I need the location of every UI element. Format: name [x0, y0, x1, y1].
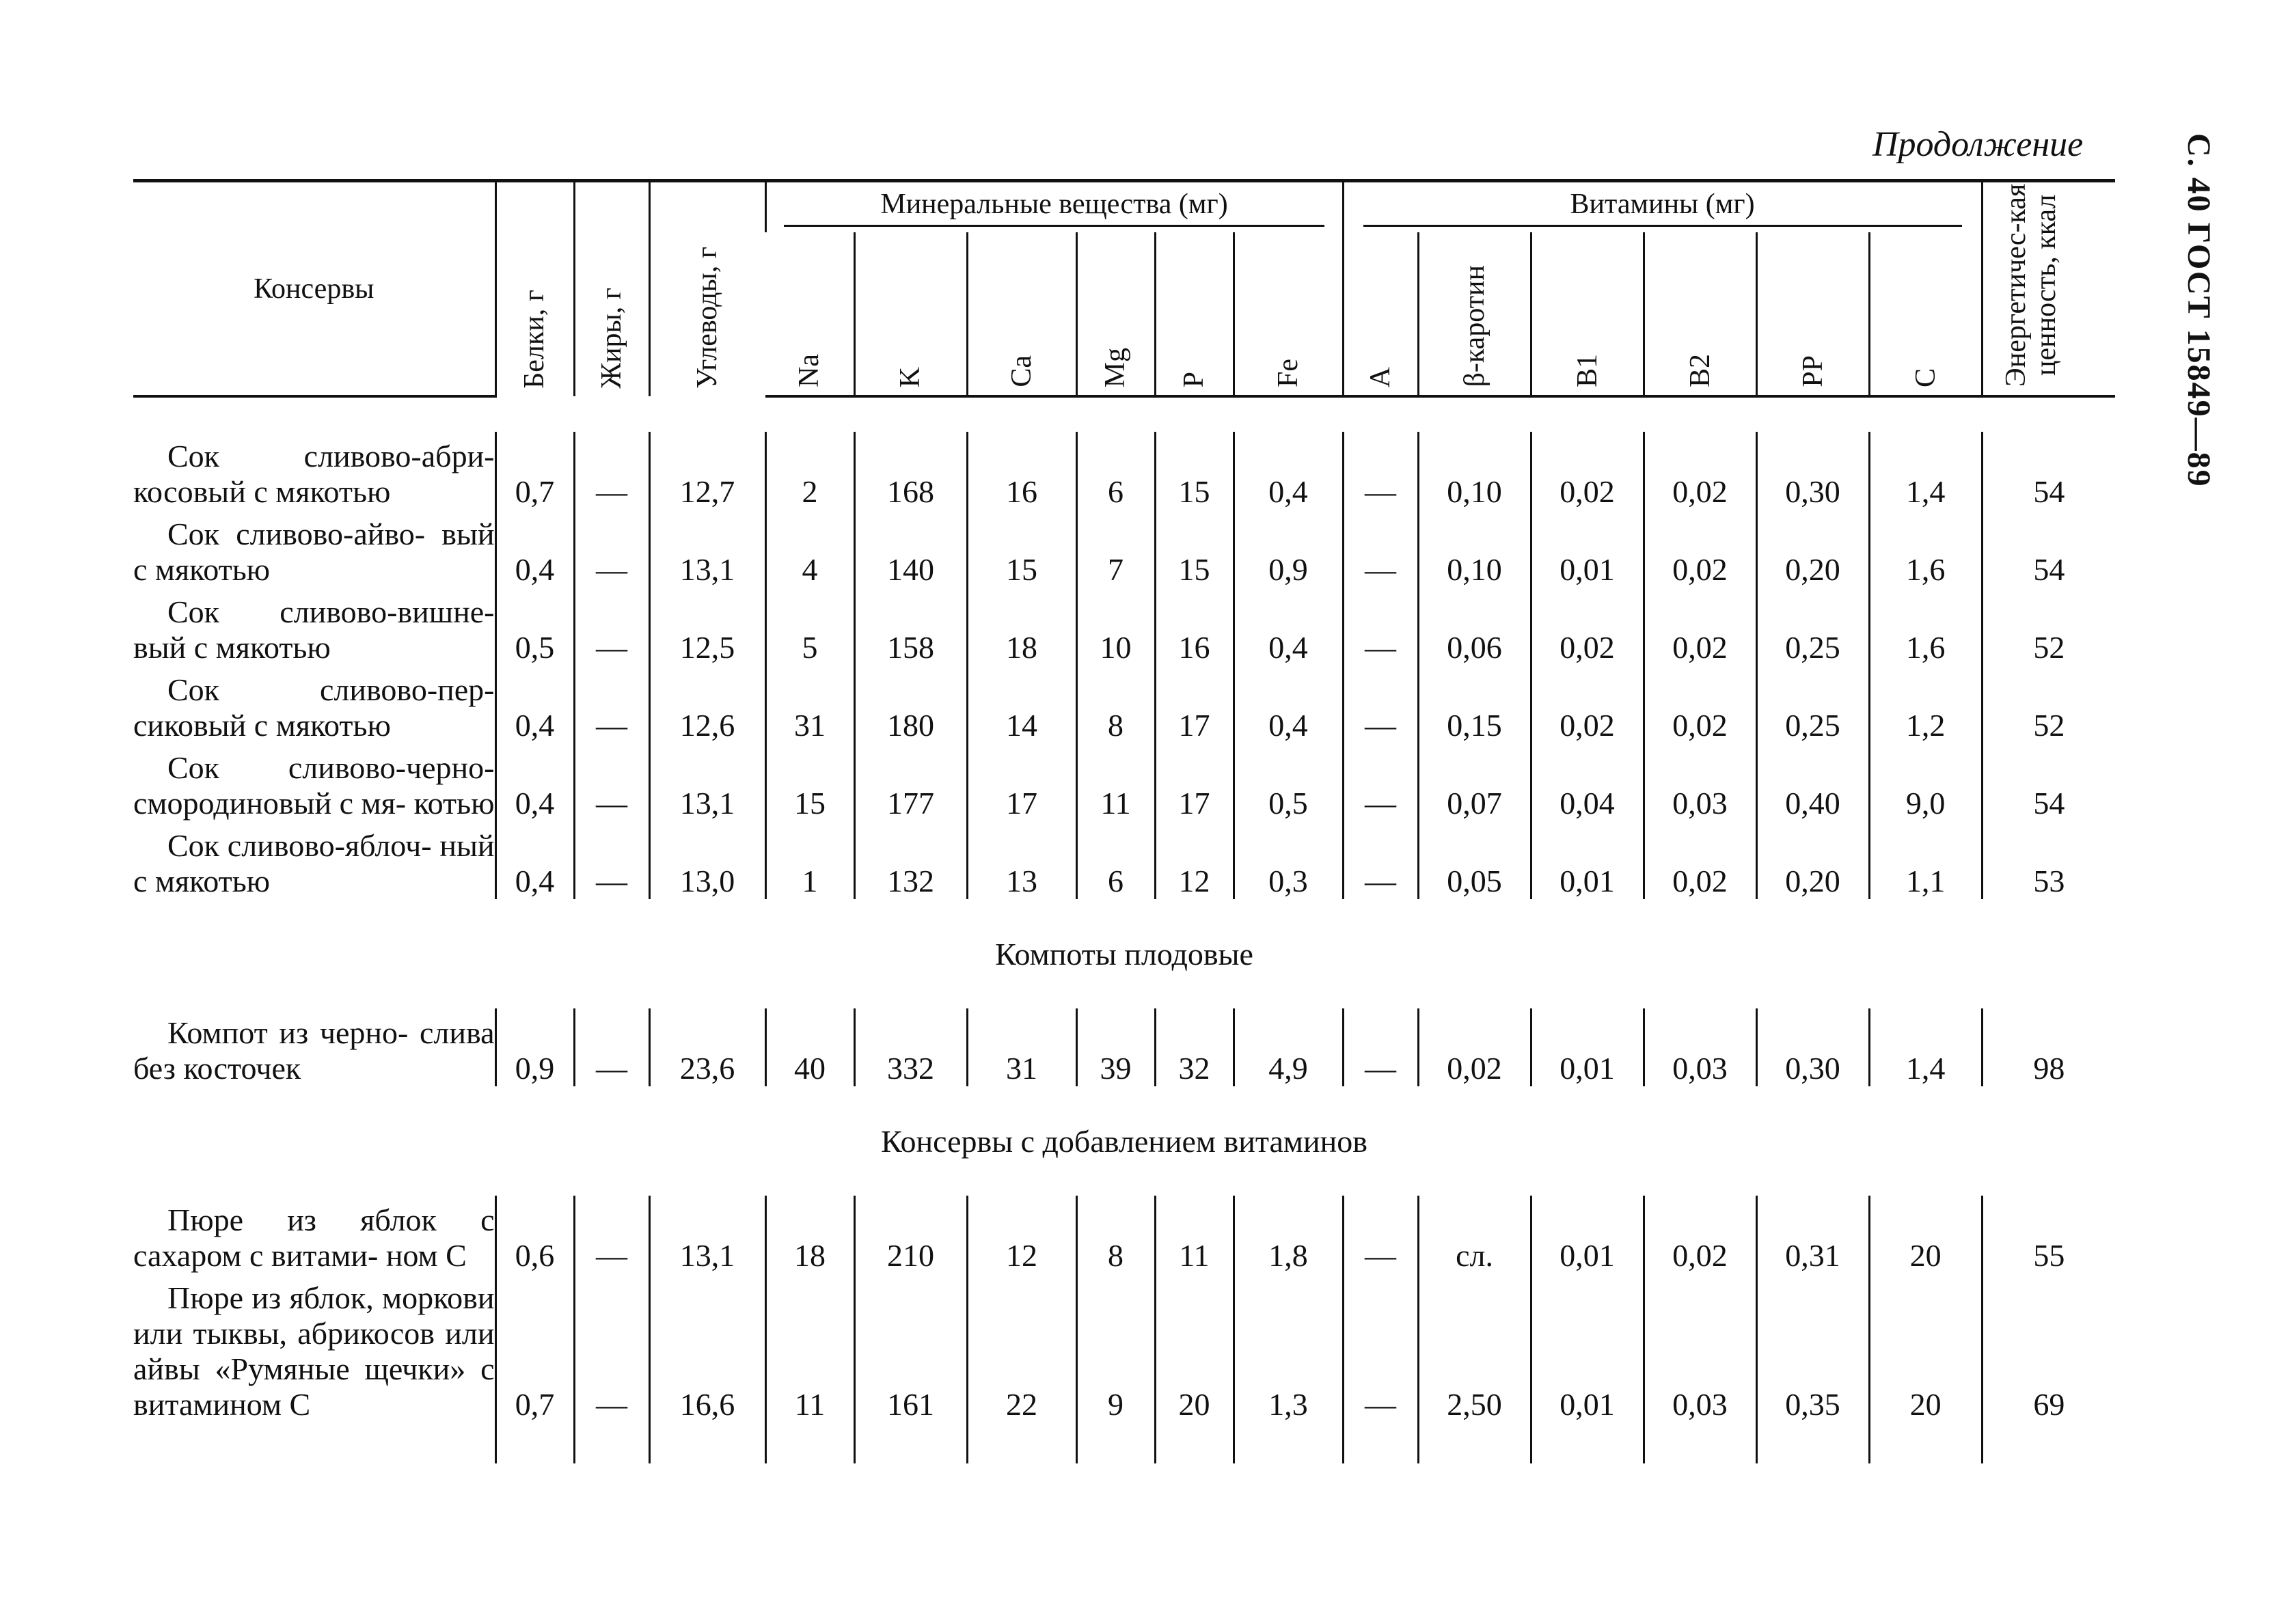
product-name: [133, 1274, 495, 1422]
table-cell: 0,30: [1756, 432, 1869, 510]
table-cell: 98: [1982, 1008, 2115, 1086]
table-cell: 54: [1982, 743, 2115, 821]
table-cell: 40: [765, 1008, 854, 1086]
table-cell: 0,4: [1234, 432, 1343, 510]
table-cell: 18: [765, 1196, 854, 1274]
table-cell: 0,07: [1418, 743, 1531, 821]
table-cell: 11: [1076, 743, 1155, 821]
product-name-rest: вый с мякотью: [133, 517, 495, 587]
table-cell: 0,40: [1756, 743, 1869, 821]
table-cell: 55: [1982, 1196, 2115, 1274]
table-cell: 0,9: [1234, 510, 1343, 588]
table-row: [133, 665, 2115, 743]
header-vitamin-b2: B2: [1644, 232, 1756, 396]
table-cell: 0,7: [495, 432, 574, 510]
product-name: [133, 1196, 495, 1274]
table-cell: 0,02: [1531, 665, 1644, 743]
product-name-first-line: Пюре из яблок с: [167, 1202, 495, 1237]
table-cell: 180: [854, 665, 967, 743]
table-cell: 16: [1155, 588, 1234, 665]
table-cell: 0,02: [1418, 1008, 1531, 1086]
table-cell: 12,7: [649, 432, 765, 510]
table-cell: 0,3: [1234, 821, 1343, 899]
table-cell: 0,02: [1644, 432, 1756, 510]
header-vitamins-group: Витамины (мг): [1343, 181, 1982, 232]
table-cell: —: [1343, 1274, 1418, 1422]
table-cell: 8: [1076, 1196, 1155, 1274]
header-vitamin-a: A: [1343, 232, 1418, 396]
table-cell: 132: [854, 821, 967, 899]
table-cell: 0,01: [1531, 1274, 1644, 1422]
header-name: Консервы: [133, 181, 495, 397]
table-cell: 1,8: [1234, 1196, 1343, 1274]
table-cell: 6: [1076, 821, 1155, 899]
product-name-first-line: Сок сливово-айво-: [167, 517, 426, 551]
header-mineral-k: K: [854, 232, 967, 396]
section-title-row: [133, 1086, 2115, 1196]
page-side-header: С. 40 ГОСТ 15849—89: [2181, 133, 2217, 488]
table-row: [133, 821, 2115, 899]
table-cell: 31: [967, 1008, 1076, 1086]
table-cell: 0,02: [1644, 588, 1756, 665]
table-cell: 16,6: [649, 1274, 765, 1422]
table-cell: —: [574, 510, 649, 588]
table-cell: —: [574, 821, 649, 899]
table-body: [133, 396, 2115, 1463]
table-cell: 0,31: [1756, 1196, 1869, 1274]
table-row: [133, 1196, 2115, 1274]
table-cell: 0,02: [1531, 432, 1644, 510]
table-row: [133, 432, 2115, 510]
table-cell: 210: [854, 1196, 967, 1274]
product-name-rest: вый с мякотью: [133, 630, 331, 665]
header-mineral-p: P: [1155, 232, 1234, 396]
table-cell: —: [1343, 588, 1418, 665]
table-cell: 0,25: [1756, 588, 1869, 665]
header-protein: Белки, г: [495, 181, 574, 397]
table-cell: 9: [1076, 1274, 1155, 1422]
header-vitamin-beta-carotene: β-каротин: [1418, 232, 1531, 396]
header-vitamin-b1: B1: [1531, 232, 1644, 396]
header-mineral-na: Na: [765, 232, 854, 396]
table-cell: 6: [1076, 432, 1155, 510]
table-cell: —: [1343, 432, 1418, 510]
product-name: [133, 432, 495, 510]
table-cell: 0,4: [1234, 588, 1343, 665]
header-vitamin-pp: PP: [1756, 232, 1869, 396]
table-cell: 13,1: [649, 743, 765, 821]
table-cell: 20: [1155, 1274, 1234, 1422]
table-cell: 15: [1155, 432, 1234, 510]
table-cell: 0,4: [1234, 665, 1343, 743]
table-row: [133, 510, 2115, 588]
table-cell: 10: [1076, 588, 1155, 665]
table-cell: 1,4: [1869, 1008, 1982, 1086]
table-cell: 2,50: [1418, 1274, 1531, 1422]
table-cell: 0,25: [1756, 665, 1869, 743]
table-cell: 0,4: [495, 743, 574, 821]
header-mineral-ca: Ca: [967, 232, 1076, 396]
table-cell: 1,2: [1869, 665, 1982, 743]
table-cell: 140: [854, 510, 967, 588]
product-name: [133, 743, 495, 821]
product-name-rest: сиковый с мякотью: [133, 708, 391, 743]
table-cell: 1,1: [1869, 821, 1982, 899]
table-cell: 177: [854, 743, 967, 821]
table-cell: 0,4: [495, 821, 574, 899]
table-cell: 11: [765, 1274, 854, 1422]
table-cell: 16: [967, 432, 1076, 510]
table-cell: —: [574, 743, 649, 821]
product-name-first-line: Сок сливово-яблоч-: [167, 828, 432, 863]
table-cell: 17: [967, 743, 1076, 821]
product-name-rest: косовый с мякотью: [133, 474, 391, 509]
table-cell: —: [574, 588, 649, 665]
table-cell: 0,03: [1644, 1008, 1756, 1086]
table-cell: 53: [1982, 821, 2115, 899]
table-cell: 15: [1155, 510, 1234, 588]
table-cell: 11: [1155, 1196, 1234, 1274]
table-cell: —: [1343, 1008, 1418, 1086]
table-cell: 0,02: [1531, 588, 1644, 665]
table-cell: 158: [854, 588, 967, 665]
table-cell: —: [1343, 1196, 1418, 1274]
table-cell: 0,04: [1531, 743, 1644, 821]
table-cell: 0,9: [495, 1008, 574, 1086]
table-cell: —: [1343, 743, 1418, 821]
table-cell: 31: [765, 665, 854, 743]
table-cell: 69: [1982, 1274, 2115, 1422]
product-name: [133, 665, 495, 743]
table-cell: 9,0: [1869, 743, 1982, 821]
table-cell: 12,6: [649, 665, 765, 743]
table-cell: 14: [967, 665, 1076, 743]
table-cell: 20: [1869, 1196, 1982, 1274]
table-cell: 168: [854, 432, 967, 510]
table-row: [133, 1274, 2115, 1422]
table-cell: 0,6: [495, 1196, 574, 1274]
table-cell: —: [1343, 821, 1418, 899]
table-cell: 0,20: [1756, 821, 1869, 899]
table-cell: 1,6: [1869, 588, 1982, 665]
table-cell: 15: [765, 743, 854, 821]
section-title: Консервы с добавлением витаминов: [881, 1123, 1367, 1159]
table-cell: 4,9: [1234, 1008, 1343, 1086]
header-fat: Жиры, г: [574, 181, 649, 397]
table-cell: 0,35: [1756, 1274, 1869, 1422]
product-name-first-line: Сок сливово-вишне-: [167, 594, 495, 629]
table-cell: 4: [765, 510, 854, 588]
table-cell: 13: [967, 821, 1076, 899]
table-cell: 161: [854, 1274, 967, 1422]
table-cell: 5: [765, 588, 854, 665]
table-cell: 0,02: [1644, 1196, 1756, 1274]
table-cell: —: [574, 1196, 649, 1274]
header-energy: Энергетичес-кая ценность, ккал: [1982, 181, 2115, 397]
table-cell: 0,01: [1531, 1196, 1644, 1274]
table-cell: 0,02: [1644, 665, 1756, 743]
product-name-rest: сахаром с витами- ном С: [133, 1238, 467, 1273]
table-cell: сл.: [1418, 1196, 1531, 1274]
product-name-first-line: Сок сливово-пер-: [167, 672, 495, 707]
product-name-first-line: Сок сливово-абри-: [167, 439, 495, 473]
table-cell: 52: [1982, 588, 2115, 665]
table-cell: 332: [854, 1008, 967, 1086]
header-carbs: Углеводы, г: [649, 181, 765, 397]
header-vitamin-c: C: [1869, 232, 1982, 396]
product-name: [133, 821, 495, 899]
table-cell: 0,03: [1644, 1274, 1756, 1422]
table-cell: 7: [1076, 510, 1155, 588]
product-name-first-line: Компот из черно-: [167, 1015, 409, 1050]
table-cell: 2: [765, 432, 854, 510]
table-cell: 0,5: [495, 588, 574, 665]
table-cell: 15: [967, 510, 1076, 588]
table-cell: 54: [1982, 432, 2115, 510]
table-cell: —: [574, 1274, 649, 1422]
table-cell: 12: [967, 1196, 1076, 1274]
table-cell: 0,10: [1418, 432, 1531, 510]
table-cell: 0,03: [1644, 743, 1756, 821]
table-cell: 39: [1076, 1008, 1155, 1086]
table-cell: 12,5: [649, 588, 765, 665]
table-cell: 12: [1155, 821, 1234, 899]
table-cell: 0,01: [1531, 1008, 1644, 1086]
table-cell: 8: [1076, 665, 1155, 743]
table-cell: 0,15: [1418, 665, 1531, 743]
table-cell: 23,6: [649, 1008, 765, 1086]
table-cell: 0,02: [1644, 510, 1756, 588]
table-cell: 0,06: [1418, 588, 1531, 665]
product-name: [133, 1008, 495, 1086]
table-cell: 0,01: [1531, 821, 1644, 899]
header-mineral-fe: Fe: [1234, 232, 1343, 396]
table-row: [133, 743, 2115, 821]
table-cell: 17: [1155, 665, 1234, 743]
table-cell: —: [1343, 665, 1418, 743]
table-cell: 18: [967, 588, 1076, 665]
table-cell: —: [574, 665, 649, 743]
product-name: [133, 588, 495, 665]
product-name-rest: моркови или тыквы, абрикосов или айвы «Румяные щечки» с витамином С: [133, 1280, 495, 1422]
section-title: Компоты плодовые: [995, 936, 1253, 972]
header-minerals-group: Минеральные вещества (мг): [765, 181, 1343, 232]
table-cell: 13,0: [649, 821, 765, 899]
product-name: [133, 510, 495, 588]
table-row: [133, 588, 2115, 665]
table-cell: 13,1: [649, 510, 765, 588]
nutrition-table: [133, 179, 2115, 1463]
table-cell: 1,3: [1234, 1274, 1343, 1422]
product-name-rest: смородиновый с мя- котью: [133, 786, 495, 821]
table-cell: 32: [1155, 1008, 1234, 1086]
table-cell: —: [574, 1008, 649, 1086]
product-name-rest: слива без косточек: [133, 1015, 495, 1086]
table-cell: 0,7: [495, 1274, 574, 1422]
header-mineral-mg: Mg: [1076, 232, 1155, 396]
table-row: [133, 1008, 2115, 1086]
table-cell: 0,01: [1531, 510, 1644, 588]
table-cell: 0,10: [1418, 510, 1531, 588]
product-name-first-line: Пюре из яблок,: [167, 1280, 374, 1315]
product-name-first-line: Сок сливово-черно-: [167, 750, 495, 785]
table-cell: 1,4: [1869, 432, 1982, 510]
table-cell: 13,1: [649, 1196, 765, 1274]
continuation-label: Продолжение: [1872, 125, 2084, 164]
table-cell: 54: [1982, 510, 2115, 588]
table-cell: 52: [1982, 665, 2115, 743]
table-cell: 0,30: [1756, 1008, 1869, 1086]
section-title-row: [133, 899, 2115, 1008]
table-cell: 0,5: [1234, 743, 1343, 821]
table-cell: 0,4: [495, 665, 574, 743]
table-cell: 17: [1155, 743, 1234, 821]
table-cell: —: [574, 432, 649, 510]
product-name-rest: ный с мякотью: [133, 828, 495, 898]
table-cell: 20: [1869, 1274, 1982, 1422]
table-cell: 22: [967, 1274, 1076, 1422]
table-cell: 0,20: [1756, 510, 1869, 588]
table-cell: 0,05: [1418, 821, 1531, 899]
table-cell: 1,6: [1869, 510, 1982, 588]
table-cell: —: [1343, 510, 1418, 588]
table-cell: 1: [765, 821, 854, 899]
table-cell: 0,02: [1644, 821, 1756, 899]
table-cell: 0,4: [495, 510, 574, 588]
